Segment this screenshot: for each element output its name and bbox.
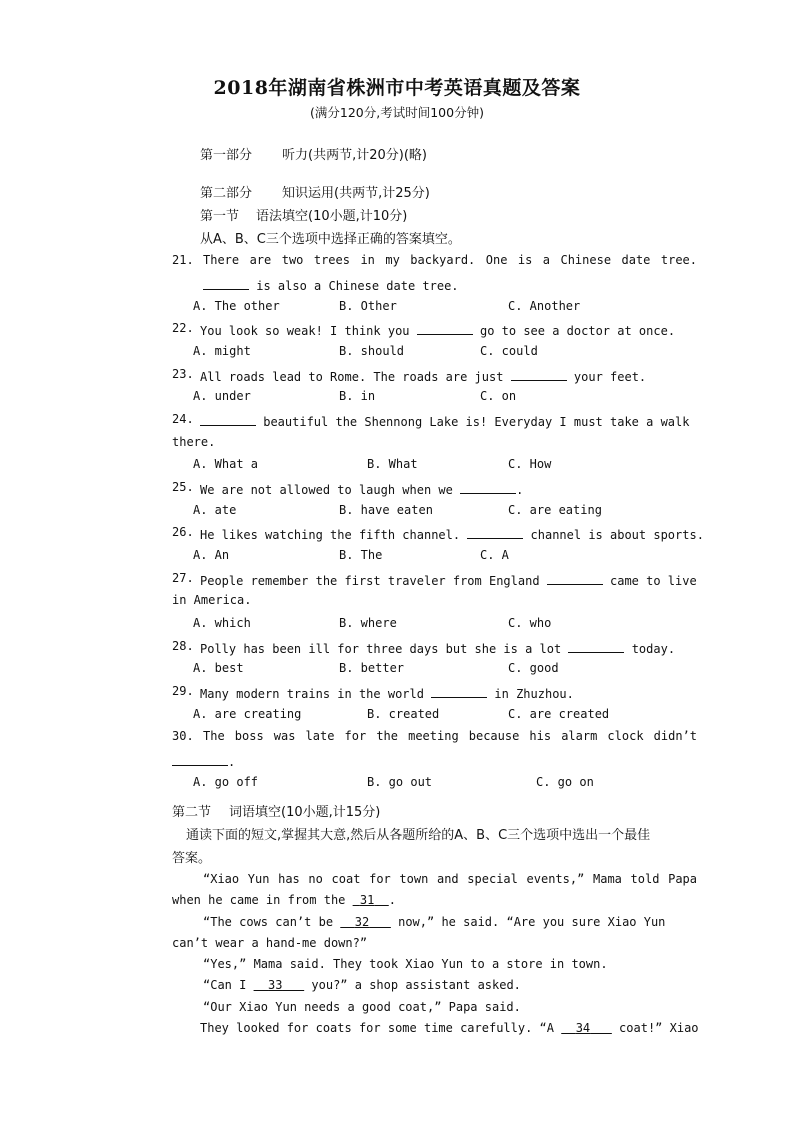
blank-31: 31 xyxy=(359,893,375,907)
q24-number: 24. xyxy=(172,412,194,426)
passage-paragraph6-line1: They looked for coats for some time carefully. “A 34 coat!” Xiao xyxy=(200,1021,699,1035)
q22-option-a: A. might xyxy=(193,344,251,358)
q27-stem-line2: in America. xyxy=(172,593,252,607)
q27-option-b: B. where xyxy=(339,616,397,630)
section1-label: 第一节 xyxy=(200,209,240,224)
q23-option-a: A. under xyxy=(193,389,251,403)
q27-number: 27. xyxy=(172,571,194,585)
q21-stem-line2: is also a Chinese date tree. xyxy=(203,276,459,293)
passage-paragraph5: “Our Xiao Yun needs a good coat,” Papa said. xyxy=(203,1000,521,1014)
part1-label: 第一部分 xyxy=(200,148,253,163)
q30-number: 30. xyxy=(172,729,194,743)
q26-option-b: B. The xyxy=(339,548,383,562)
q24-option-a: A. What a xyxy=(193,457,259,471)
q24-option-c: C. How xyxy=(508,457,552,471)
q28-option-b: B. better xyxy=(339,661,405,675)
blank-33: 33 xyxy=(268,978,283,992)
section2-instruction-line1: 通读下面的短文,掌握其大意,然后从各题所给的A、B、C三个选项中选出一个最佳 xyxy=(186,828,651,843)
q26-number: 26. xyxy=(172,525,194,539)
passage-paragraph2-line1: “The cows can’t be 32 now,” he said. “Are you sure Xiao Yun xyxy=(203,915,666,929)
q23-option-b: B. in xyxy=(339,389,376,403)
q29-option-c: C. are created xyxy=(508,707,610,721)
section1-text: 语法填空(10小题,计10分) xyxy=(256,209,408,224)
answer-blank xyxy=(200,412,256,426)
q25-option-a: A. ate xyxy=(193,503,237,517)
part2-label: 第二部分 xyxy=(200,186,253,201)
q25-stem: We are not allowed to laugh when we . xyxy=(200,480,523,497)
answer-blank xyxy=(431,684,487,698)
q22-number: 22. xyxy=(172,321,194,335)
blank-34: 34 xyxy=(575,1021,591,1035)
passage-paragraph4: “Can I 33 you?” a shop assistant asked. xyxy=(203,978,521,992)
q28-number: 28. xyxy=(172,639,194,653)
part1-text: 听力(共两节,计20分)(略) xyxy=(282,148,427,163)
section2-text: 词语填空(10小题,计15分) xyxy=(229,805,381,820)
q28-stem: Polly has been ill for three days but she is a lot today. xyxy=(200,639,675,656)
q24-stem: beautiful the Shennong Lake is! Everyday I must take a walk xyxy=(200,412,689,429)
answer-blank xyxy=(568,639,624,653)
answer-blank xyxy=(547,571,603,585)
q27-option-a: A. which xyxy=(193,616,251,630)
part2-text: 知识运用(共两节,计25分) xyxy=(282,186,430,201)
q25-option-c: C. are eating xyxy=(508,503,602,517)
q29-stem: Many modern trains in the world in Zhuzhou. xyxy=(200,684,574,701)
q28-option-c: C. good xyxy=(508,661,559,675)
page-title: 2018年湖南省株洲市中考英语真题及答案 xyxy=(213,77,581,99)
answer-blank xyxy=(511,367,567,381)
q23-stem: All roads lead to Rome. The roads are just your feet. xyxy=(200,367,646,384)
q21-option-b: B. Other xyxy=(339,299,397,313)
answer-blank xyxy=(417,321,473,335)
passage-paragraph1-line1: “Xiao Yun has no coat for town and special events,” Mama told Papa xyxy=(203,872,697,886)
q22-option-c: C. could xyxy=(480,344,538,358)
answer-blank xyxy=(460,480,516,494)
q24-stem-line2: there. xyxy=(172,435,216,449)
q22-option-b: B. should xyxy=(339,344,405,358)
q30-option-b: B. go out xyxy=(367,775,433,789)
answer-blank xyxy=(467,525,523,539)
q27-option-c: C. who xyxy=(508,616,552,630)
q21-number: 21. xyxy=(172,253,194,267)
q30-stem-line1: The boss was late for the meeting because his alarm clock didn’t xyxy=(203,729,697,743)
q26-option-c: C. A xyxy=(480,548,509,562)
passage-paragraph3: “Yes,” Mama said. They took Xiao Yun to a store in town. xyxy=(203,957,608,971)
q29-option-a: A. are creating xyxy=(193,707,302,721)
blank-32: 32 xyxy=(354,915,370,929)
answer-blank xyxy=(172,752,228,766)
q23-number: 23. xyxy=(172,367,194,381)
q27-stem: People remember the first traveler from England came to live xyxy=(200,571,697,588)
q26-stem: He likes watching the fifth channel. channel is about sports. xyxy=(200,525,704,542)
q25-number: 25. xyxy=(172,480,194,494)
answer-blank xyxy=(203,276,249,290)
passage-paragraph1-line2: when he came in from the 31 . xyxy=(172,893,396,907)
q21-option-c: C. Another xyxy=(508,299,581,313)
page-subtitle: (满分120分,考试时间100分钟) xyxy=(310,105,484,120)
q21-stem-line1: There are two trees in my backyard. One is a Chinese date tree. xyxy=(203,253,697,267)
q21-option-a: A. The other xyxy=(193,299,280,313)
q28-option-a: A. best xyxy=(193,661,244,675)
passage-paragraph2-line2: can’t wear a hand-me down?” xyxy=(172,936,368,950)
q23-option-c: C. on xyxy=(480,389,517,403)
q24-option-b: B. What xyxy=(367,457,418,471)
section2-label: 第二节 xyxy=(172,805,212,820)
q26-option-a: A. An xyxy=(193,548,230,562)
q29-number: 29. xyxy=(172,684,194,698)
q22-stem: You look so weak! I think you go to see a doctor at once. xyxy=(200,321,675,338)
section1-instruction: 从A、B、C三个选项中选择正确的答案填空。 xyxy=(200,232,461,247)
q30-option-c: C. go on xyxy=(536,775,594,789)
q30-option-a: A. go off xyxy=(193,775,259,789)
q30-stem-line2: . xyxy=(172,752,235,769)
q29-option-b: B. created xyxy=(367,707,440,721)
q25-option-b: B. have eaten xyxy=(339,503,433,517)
section2-instruction-line2: 答案。 xyxy=(172,851,212,866)
